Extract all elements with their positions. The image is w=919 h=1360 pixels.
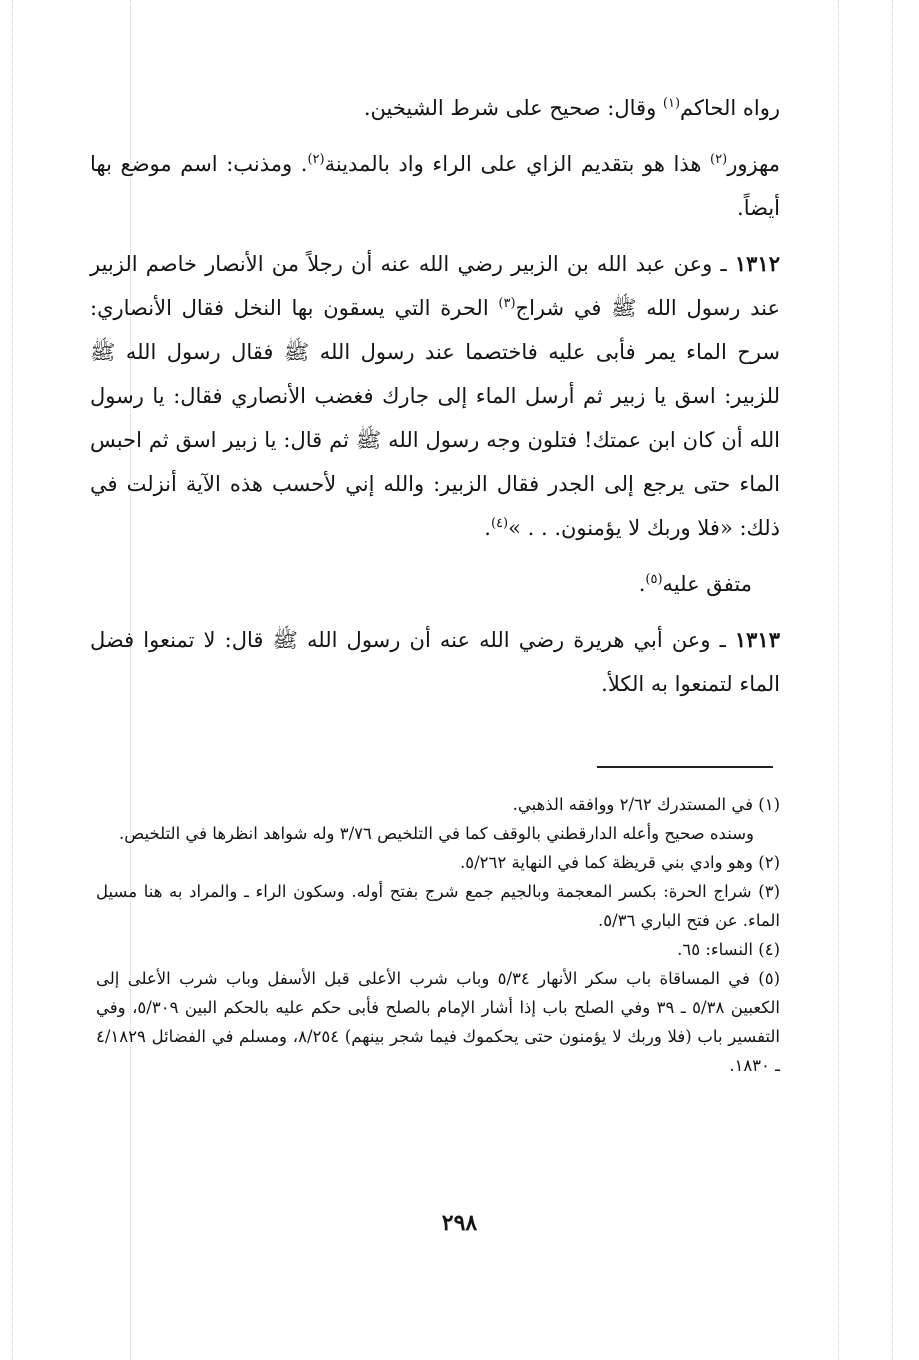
footnote-4: (٤) النساء: ٦٥.	[677, 940, 780, 959]
agreed-upon-line	[90, 562, 780, 606]
scan-artifact-line	[12, 0, 13, 1360]
footnote-ref: (٣)	[498, 296, 516, 311]
text-span: الحرة التي يسقون بها النخل فقال الأنصاري: سرح الماء يمر فأبى عليه فاختصما عند رسول الله ﷺ فقال رسول الله ﷺ للزبير: اسق يا زبير ثم أرسل الماء إلى جارك فغضب الأنصاري فقال: يا رسول الله أن كان ابن عمتك! فتلون وجه رسول الله ﷺ ثم قال: يا زبير اسق ثم احبس الماء حتى يرجع إلى الجدر فقال الزبير: والله إني لأحسب هذه الآية أنزلت في ذلك: «فلا وربك لا يؤمنون. . . »	[90, 296, 780, 540]
hadith-number: ١٣١٢	[734, 251, 780, 276]
hadith-1312	[90, 242, 780, 550]
footnote-separator	[597, 766, 773, 768]
text-span: هذا هو بتقديم الزاي على الراء واد بالمدينة	[324, 152, 711, 176]
footnote-ref: (١)	[662, 96, 681, 111]
scan-artifact-line	[838, 0, 839, 1360]
text-span: ـ وعن أبي هريرة رضي الله عنه أن رسول الله ﷺ قال: لا تمنعوا فضل الماء لتمنعوا به الكلأ.	[90, 628, 780, 696]
text-span: .	[638, 572, 646, 596]
footnote-1-continuation: وسنده صحيح وأعله الدارقطني بالوقف كما في التلخيص ٣/٧٦ وله شواهد انظرها في التلخيص.	[119, 824, 754, 843]
text-span: رواه الحاكم	[680, 96, 780, 120]
hadith-number: ١٣١٣	[734, 627, 780, 652]
paragraph-mahzur	[90, 142, 780, 230]
footnote-1: (١) في المستدرك ٢/٦٢ ووافقه الذهبي.	[512, 795, 780, 814]
text-span: .	[484, 516, 491, 540]
footnote-ref: (٢)	[710, 152, 728, 167]
scan-artifact-line	[892, 0, 893, 1360]
paragraph-hakim	[90, 86, 780, 130]
page-number: ٢٩٨	[441, 1210, 478, 1236]
text-span: متفق عليه	[662, 572, 752, 596]
footnote-3: (٣) شراج الحرة: بكسر المعجمة وبالجيم جمع شرج بفتح أوله. وسكون الراء ـ والمراد به هنا مسيل الماء. عن فتح الباري ٥/٣٦.	[96, 882, 780, 930]
footnote-ref: (٥)	[645, 572, 663, 587]
footnote-2: (٢) وهو وادي بني قريظة كما في النهاية ٥/٢٦٢.	[460, 853, 780, 872]
text-span: ـ وعن عبد الله بن الزبير رضي الله عنه أن رجلاً من الأنصار خاصم الزبير عند رسول الله ﷺ في شراج	[90, 252, 780, 320]
footnote-ref: (٤)	[490, 516, 509, 531]
footnotes	[96, 790, 780, 1080]
text-span: . ومذنب: اسم موضع بها أيضاً.	[90, 152, 780, 220]
footnote-5: (٥) في المساقاة باب سكر الأنهار ٥/٣٤ وباب شرب الأعلى قبل الأسفل وباب شرب الأعلى إلى الكعبين ٥/٣٨ ـ ٣٩ وفي الصلح باب إذا أشار الإمام بالصلح فأبى حكم عليه بالحكم البين ٥/٣٠٩، وفي التفسير باب (فلا وربك لا يؤمنون حتى يحكموك فيما شجر بينهم) ٨/٢٥٤، ومسلم في الفضائل ٤/١٨٢٩ ـ ١٨٣٠.	[96, 969, 781, 1075]
hadith-1313	[90, 618, 780, 706]
text-span: وقال: صحيح على شرط الشيخين.	[363, 96, 663, 120]
main-text	[90, 86, 780, 706]
text-span: مهزور	[727, 152, 780, 176]
footnote-ref: (٢)	[307, 152, 325, 167]
